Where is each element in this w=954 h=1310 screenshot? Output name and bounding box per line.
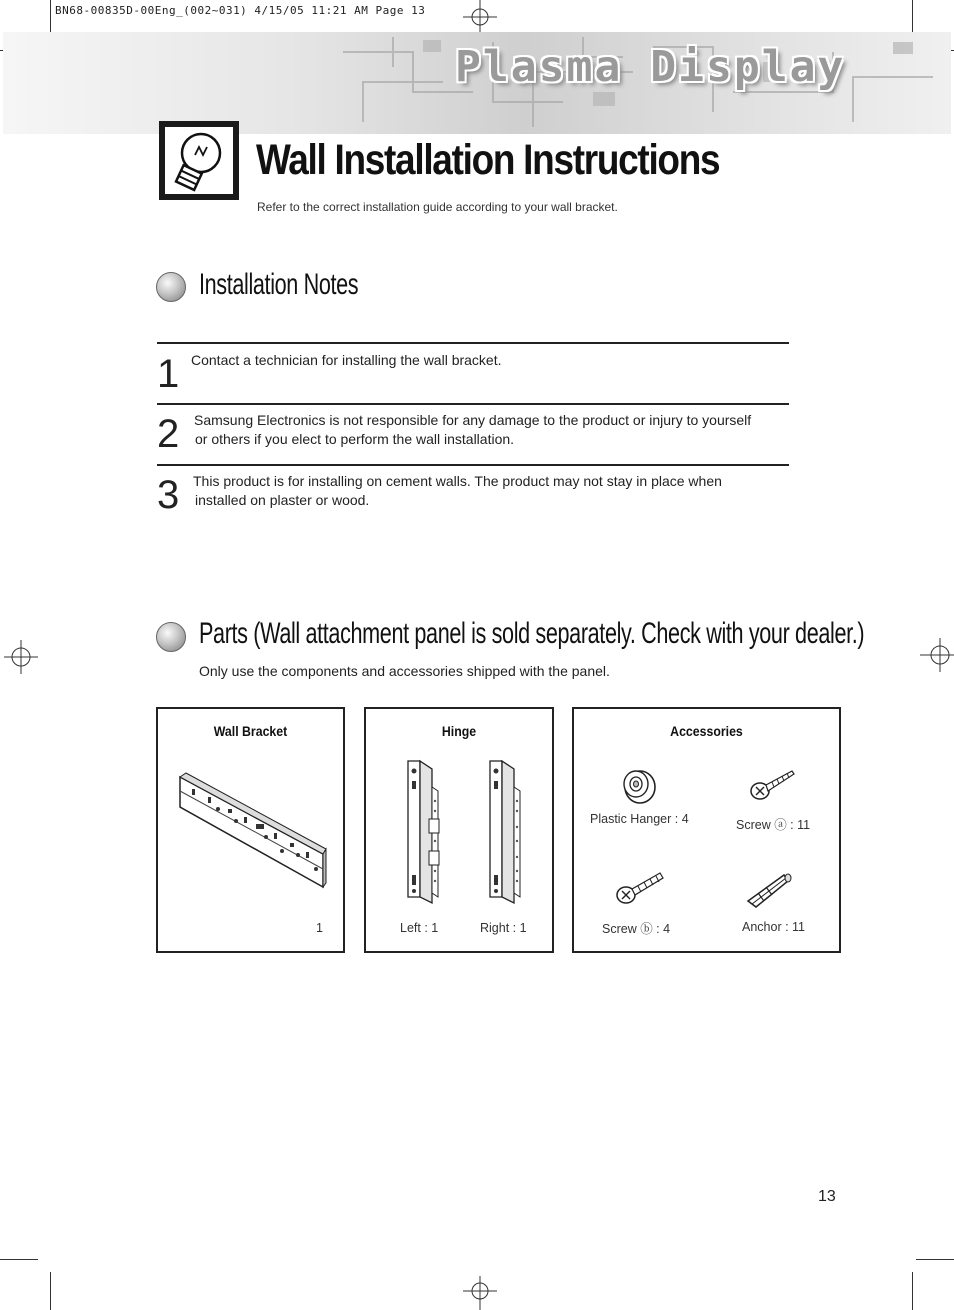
screw-b-icon bbox=[614, 867, 666, 907]
wall-bracket-qty: 1 bbox=[316, 921, 323, 935]
header-banner bbox=[3, 32, 951, 134]
anchor-label: Anchor : 11 bbox=[742, 920, 806, 934]
section-bullet-icon bbox=[156, 272, 186, 302]
crop-mark bbox=[0, 1259, 38, 1260]
plastic-hanger-label: Plastic Hanger : 4 bbox=[590, 812, 689, 826]
wall-bracket-title: Wall Bracket bbox=[213, 723, 288, 739]
section-bullet-icon bbox=[156, 622, 186, 652]
screw-b-label: Screw ⓑ : 4 bbox=[602, 922, 671, 936]
banner-title: Plasma Display bbox=[455, 42, 846, 92]
page-title: Wall Installation Instructions bbox=[256, 136, 720, 184]
registration-mark-left bbox=[4, 640, 38, 674]
note-text: Contact a technician for installing the wall bracket. bbox=[191, 352, 502, 368]
divider bbox=[157, 342, 789, 344]
note-number: 1 bbox=[157, 352, 180, 396]
hinge-left-illustration bbox=[402, 757, 444, 905]
accessories-title: Accessories bbox=[670, 723, 743, 739]
parts-heading: Parts (Wall attachment panel is sold separately. Check with your dealer.) bbox=[199, 617, 865, 650]
plastic-hanger-icon bbox=[618, 765, 658, 805]
print-slug: BN68-00835D-00Eng_(002~031) 4/15/05 11:21 AM Page 13 bbox=[55, 4, 426, 17]
registration-mark-bottom bbox=[463, 1276, 497, 1310]
divider bbox=[157, 464, 789, 466]
crop-mark bbox=[50, 1272, 51, 1310]
page-number: 13 bbox=[818, 1188, 836, 1205]
registration-mark-top bbox=[463, 0, 497, 34]
screw-a-label: Screw ⓐ : 11 bbox=[736, 818, 811, 832]
hinge-right-illustration bbox=[484, 757, 526, 905]
hinge-left-label: Left : 1 bbox=[400, 921, 439, 935]
hinge-box bbox=[364, 707, 554, 953]
divider bbox=[157, 403, 789, 405]
installation-notes-heading: Installation Notes bbox=[199, 268, 359, 301]
note-text: Samsung Electronics is not responsible for any damage to the product or injury to yourself bbox=[194, 412, 752, 428]
note-number: 2 bbox=[157, 412, 180, 456]
hinge-title: Hinge bbox=[441, 723, 477, 739]
lightbulb-icon bbox=[159, 121, 239, 200]
registration-mark-right bbox=[920, 638, 954, 672]
wall-bracket-illustration bbox=[178, 769, 328, 894]
accessories-box bbox=[572, 707, 841, 953]
note-number: 3 bbox=[157, 473, 180, 517]
crop-mark bbox=[916, 1259, 954, 1260]
note-text: installed on plaster or wood. bbox=[195, 492, 370, 508]
crop-mark bbox=[912, 1272, 913, 1310]
anchor-icon bbox=[744, 871, 796, 911]
note-text: This product is for installing on cement walls. The product may not stay in place when bbox=[193, 473, 722, 489]
hinge-right-label: Right : 1 bbox=[480, 921, 527, 935]
note-text: or others if you elect to perform the wall installation. bbox=[195, 431, 515, 447]
screw-a-icon bbox=[748, 767, 798, 803]
parts-note: Only use the components and accessories shipped with the panel. bbox=[199, 663, 610, 679]
wall-bracket-box bbox=[156, 707, 345, 953]
page-subtitle: Refer to the correct installation guide according to your wall bracket. bbox=[257, 200, 618, 214]
